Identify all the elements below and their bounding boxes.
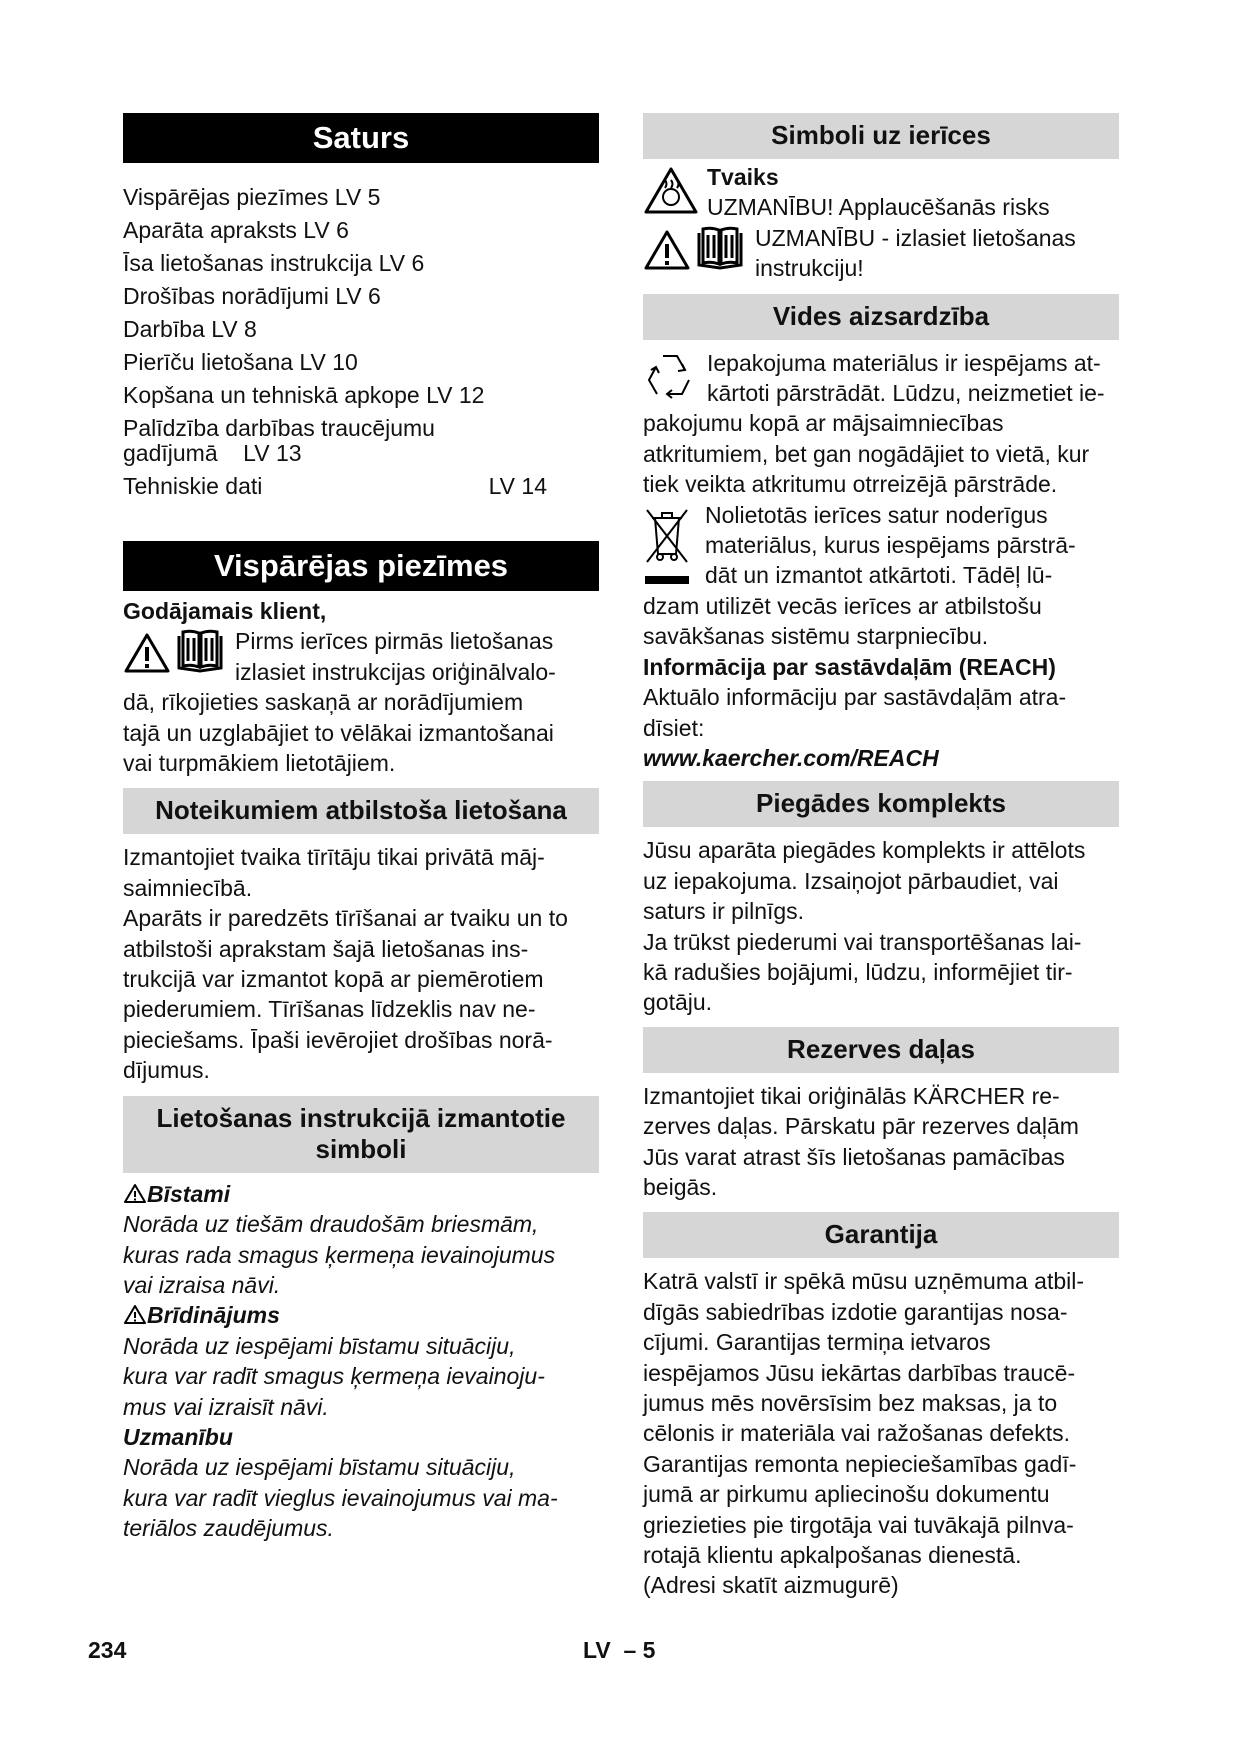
device-symbols-heading: Simboli uz ierīces — [643, 113, 1119, 159]
spare-parts-heading: Rezerves daļas — [643, 1027, 1119, 1073]
reach-text: dīsiet: — [643, 714, 705, 741]
spare-parts-text: beigās. — [643, 1173, 718, 1200]
steam-label: Tvaiks — [707, 164, 779, 190]
general-text: Pirms ierīces pirmās lietošanas — [235, 628, 554, 655]
delivery-text: Ja trūkst piederumi vai transportēšanas lai- — [643, 928, 1082, 955]
toc-item[interactable]: Palīdzība darbības traucējumu gadījumā LV 13 — [123, 415, 435, 466]
weee-text: dāt un izmantot atkārtoti. Tādēļ lū- — [705, 562, 1053, 589]
toc-item[interactable]: Kopšana un tehniskā apkope LV 12 — [123, 382, 485, 408]
toc-item[interactable]: Pierīču lietošana LV 10 — [123, 349, 358, 375]
caution-text: kura var radīt vieglus ievainojumus vai ma- — [123, 1484, 558, 1511]
warning-text: mus vai izraisīt nāvi. — [123, 1393, 329, 1420]
warning-triangle-icon — [123, 1183, 147, 1204]
warranty-text: dīgās sabiedrības izdotie garantijas nosa- — [643, 1298, 1068, 1325]
reach-text: Aktuālo informāciju par sastāvdaļām atra- — [643, 684, 1067, 711]
page-number: 234 — [88, 1637, 127, 1663]
warranty-heading: Garantija — [643, 1212, 1119, 1258]
manual-book-icon — [175, 628, 225, 674]
caution-text: teriālos zaudējumus. — [123, 1515, 334, 1542]
section-page-label: LV – 5 — [583, 1637, 656, 1663]
weee-text: dzam utilizēt vecās ierīces ar atbilstošu — [643, 592, 1042, 619]
warranty-text: Garantijas remonta nepieciešamības gadī- — [643, 1450, 1077, 1477]
weee-text: Nolietotās ierīces satur noderīgus — [705, 501, 1048, 528]
recycle-text: pakojumu kopā ar mājsaimniecības — [643, 410, 1004, 437]
intended-use-text: Izmantojiet tvaika tīrītāju tikai privātā māj- — [123, 844, 545, 871]
danger-text: kuras rada smagus ķermeņa ievainojumus — [123, 1241, 556, 1268]
left-column — [123, 113, 599, 1544]
spare-parts-text: Izmantojiet tikai oriģinālās KÄRCHER re- — [643, 1082, 1060, 1109]
crossed-bin-icon — [643, 504, 691, 590]
spare-parts-text: zerves daļas. Pārskatu pār rezerves daļām — [643, 1113, 1079, 1140]
read-manual-text: instrukciju! — [755, 255, 864, 282]
intended-use-text: dījumus. — [123, 1057, 210, 1084]
warranty-text: rotajā klientu apkalpošanas dienestā. — [643, 1542, 1022, 1569]
warranty-text: Katrā valstī ir spēkā mūsu uzņēmuma atbil- — [643, 1268, 1085, 1295]
delivery-text: saturs ir pilnīgs. — [643, 898, 805, 925]
manual-symbols-heading: Lietošanas instrukcijā izmantotie simboli — [123, 1096, 599, 1173]
toc-item[interactable]: Tehniskie dati LV 14 — [123, 473, 547, 499]
danger-text: vai izraisa nāvi. — [123, 1271, 281, 1298]
recycle-text: tiek veikta atkritumu otrreizējā pārstrāde. — [643, 471, 1058, 498]
warning-triangle-icon — [643, 229, 691, 271]
general-text: izlasiet instrukcijas oriģinālvalo- — [235, 658, 556, 685]
toc-item[interactable]: Īsa lietošanas instrukcija LV 6 — [123, 250, 425, 276]
device-symbols-section — [643, 162, 1119, 284]
manual-book-icon — [695, 225, 745, 271]
recycle-text: Iepakojuma materiālus ir iespējams at- — [707, 349, 1101, 376]
danger-text: Norāda uz tiešām draudošām briesmām, — [123, 1211, 539, 1238]
general-notes-heading: Vispārējas piezīmes — [123, 541, 599, 591]
read-manual-icons — [643, 225, 745, 271]
environment-heading: Vides aizsardzība — [643, 294, 1119, 340]
intended-use-heading: Noteikumiem atbilstoša lietošana — [123, 788, 599, 834]
general-text: dā, rīkojieties saskaņā ar norādījumiem — [123, 689, 524, 716]
steam-text: UZMANĪBU! Applaucēšanās risks — [707, 194, 1050, 221]
toc-heading: Saturs — [123, 113, 599, 163]
toc-item[interactable]: Darbība LV 8 — [123, 316, 257, 342]
warning-label: Brīdinājums — [123, 1300, 599, 1330]
greeting: Godājamais klient, — [123, 598, 327, 624]
toc-item[interactable]: Drošības norādījumi LV 6 — [123, 283, 381, 309]
warning-text: Norāda uz iespējami bīstamu situāciju, — [123, 1332, 516, 1359]
intended-use-text: saimniecībā. — [123, 874, 253, 901]
delivery-text: kā radušies bojājumi, lūdzu, informējiet tir- — [643, 958, 1073, 985]
environment-section — [643, 348, 1119, 774]
hot-steam-warning-icon — [643, 166, 699, 216]
spare-parts-section — [643, 1081, 1119, 1203]
warning-text: kura var radīt smagus ķermeņa ievainoju- — [123, 1363, 545, 1390]
general-text: tajā un uzglabājiet to vēlākai izmantošanai — [123, 719, 554, 746]
warranty-text: (Adresi skatīt aizmugurē) — [643, 1572, 899, 1599]
intended-use-text: pieciešams. Īpaši ievērojiet drošības norā- — [123, 1026, 553, 1053]
weee-text: materiālus, kurus iespējams pārstrā- — [705, 532, 1076, 559]
delivery-text: uz iepakojuma. Izsaiņojot pārbaudiet, vai — [643, 867, 1059, 894]
toc-item[interactable]: Vispārējas piezīmes LV 5 — [123, 184, 381, 210]
warranty-section — [643, 1266, 1119, 1600]
intended-use-text: Aparāts ir paredzēts tīrīšanai ar tvaiku un to — [123, 905, 568, 932]
delivery-heading: Piegādes komplekts — [643, 781, 1119, 827]
general-notes-section — [123, 596, 599, 778]
delivery-text: gotāju. — [643, 989, 713, 1016]
warranty-text: cījumi. Garantijas termiņa ietvaros — [643, 1329, 991, 1356]
recycle-text: kārtoti pārstrādāt. Lūdzu, neizmetiet ie- — [707, 380, 1105, 407]
danger-label: Bīstami — [123, 1179, 599, 1209]
toc-item[interactable]: Aparāta apraksts LV 6 — [123, 217, 349, 243]
warranty-text: jumus mēs novērsīsim bez maksas, ja to — [643, 1390, 1058, 1416]
manual-symbols-section — [123, 1179, 599, 1544]
warning-triangle-icon — [123, 1304, 147, 1325]
weee-text: savākšanas sistēmu starpniecību. — [643, 623, 989, 650]
general-text: vai turpmākiem lietotājiem. — [123, 750, 396, 777]
right-column — [643, 113, 1119, 1601]
warranty-text: griezieties pie tirgotāja vai tuvākajā pilnva- — [643, 1511, 1074, 1538]
warranty-text: iespējamos Jūsu iekārtas darbības traucē- — [643, 1359, 1076, 1386]
warning-read-icons — [123, 628, 225, 674]
delivery-section — [643, 835, 1119, 1017]
intended-use-text: atbilstoši aprakstam šajā lietošanas ins- — [123, 935, 529, 962]
reach-heading: Informācija par sastāvdaļām (REACH) — [643, 653, 1056, 680]
intended-use-text: piederumiem. Tīrīšanas līdzeklis nav ne- — [123, 996, 536, 1023]
intended-use-section — [123, 842, 599, 1085]
recycling-icon — [643, 350, 697, 402]
recycle-text: atkritumiem, bet gan nogādājiet to vietā, kur — [643, 440, 1090, 467]
reach-link[interactable]: www.kaercher.com/REACH — [643, 744, 939, 771]
delivery-text: Jūsu aparāta piegādes komplekts ir attēlots — [643, 837, 1086, 864]
warning-triangle-icon — [123, 632, 171, 674]
table-of-contents — [123, 181, 599, 503]
warranty-text: cēlonis ir materiāla vai ražošanas defekts. — [643, 1420, 1070, 1447]
caution-text: Norāda uz iespējami bīstamu situāciju, — [123, 1454, 516, 1481]
read-manual-text: UZMANĪBU - izlasiet lietošanas — [755, 224, 1076, 251]
spare-parts-text: Jūs varat atrast šīs lietošanas pamācības — [643, 1143, 1065, 1170]
caution-label: Uzmanību — [123, 1423, 233, 1450]
warranty-text: jumā ar pirkumu apliecinošu dokumentu — [643, 1481, 1050, 1508]
intended-use-text: trukcijā var izmantot kopā ar piemērotiem — [123, 966, 544, 993]
